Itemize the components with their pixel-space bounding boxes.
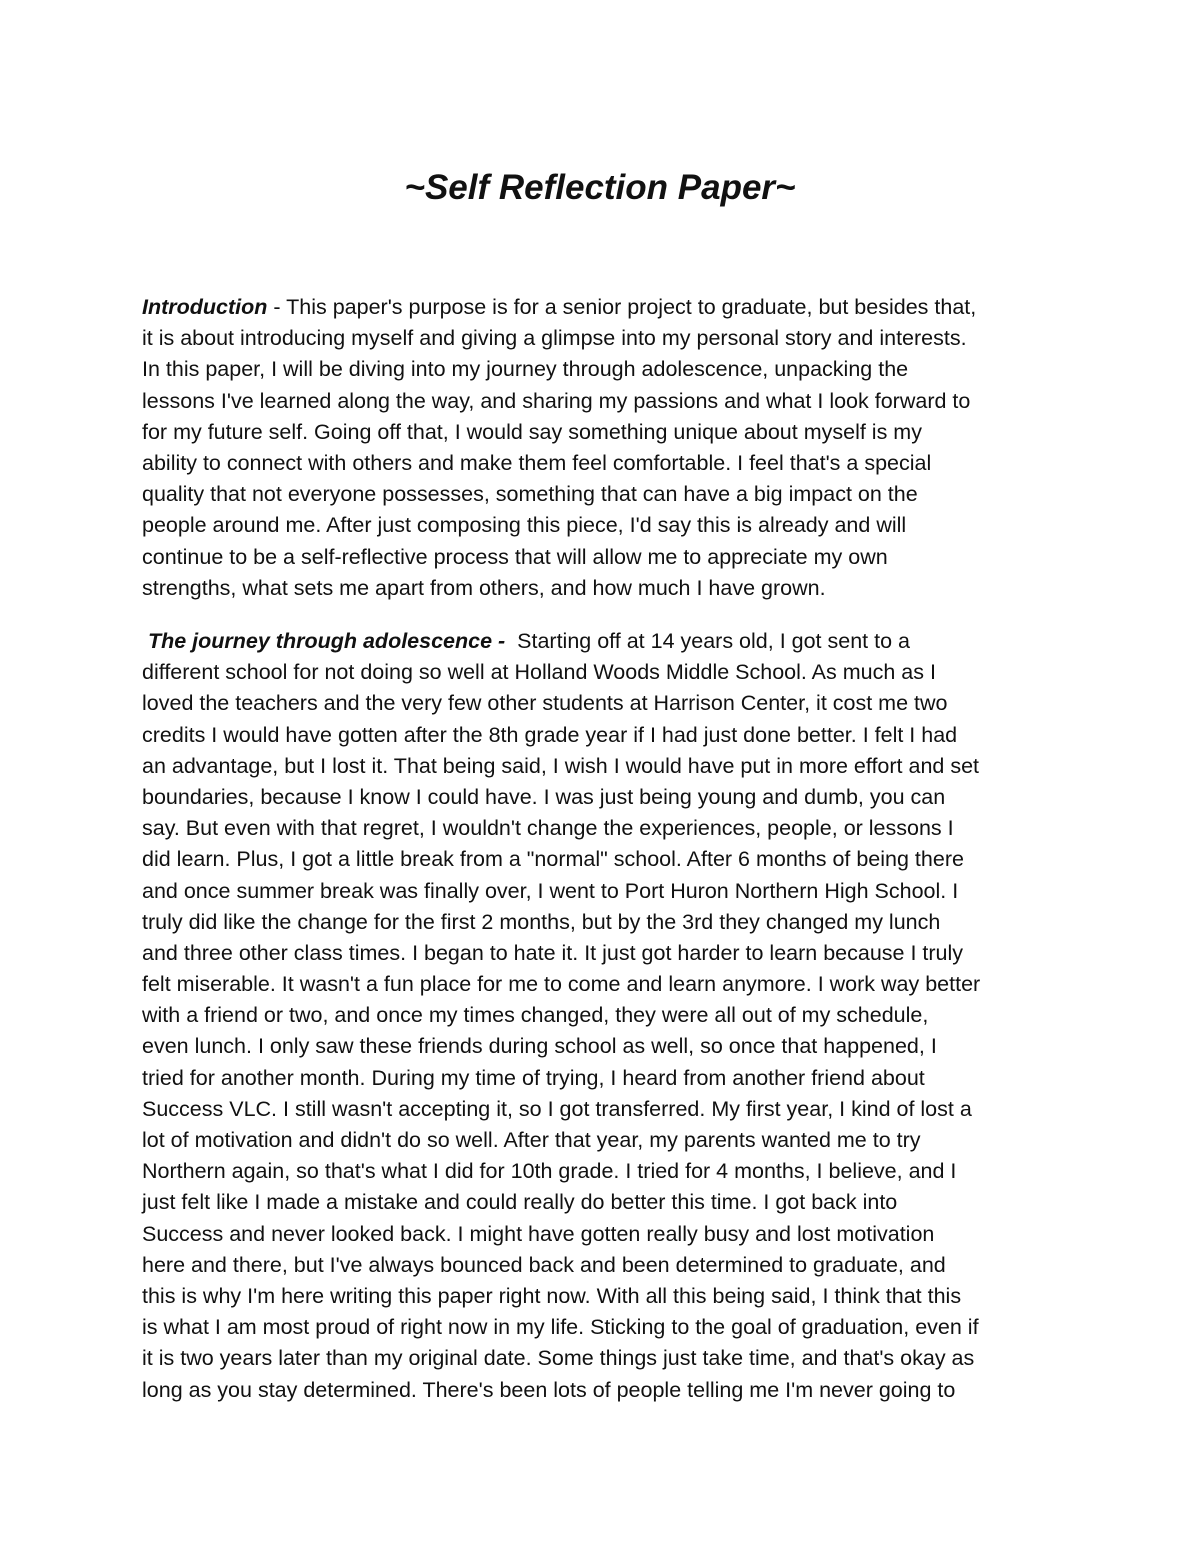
paragraph-line: quality that not everyone possesses, something that can have a big impact on the	[142, 482, 918, 507]
paragraph-line: and once summer break was finally over, I went to Port Huron Northern High School. I	[142, 878, 959, 903]
paragraph-line: here and there, but I've always bounced back and been determined to graduate, and	[142, 1252, 946, 1277]
section-heading-journey: The journey through adolescence	[147, 629, 493, 653]
paragraph-line: Northern again, so that's what I did for 10th grade. I tried for 4 months, I believe, and I	[142, 1159, 957, 1184]
paragraph-line: continue to be a self-reflective process that will allow me to appreciate my own	[142, 544, 888, 569]
paragraph-line: an advantage, but I lost it. That being said, I wish I would have put in more effort and set	[142, 753, 980, 778]
paragraph-line: say. But even with that regret, I wouldn't change the experiences, people, or lessons I	[142, 816, 954, 841]
paragraph-line: ability to connect with others and make them feel comfortable. I feel that's a special	[142, 450, 932, 475]
paragraph-line: strengths, what sets me apart from others, and how much I have grown.	[142, 575, 826, 600]
paragraph-line: did learn. Plus, I got a little break from a "normal" school. After 6 months of being there	[142, 847, 964, 872]
paragraph-line: Success VLC. I still wasn't accepting it, so I got transferred. My first year, I kind of lost a	[142, 1096, 972, 1121]
introduction-paragraph	[142, 292, 1062, 604]
paragraph-line: and three other class times. I began to hate it. It just got harder to learn because I truly	[142, 940, 964, 965]
paragraph-line: it is two years later than my original date. Some things just take time, and that's okay as	[142, 1346, 975, 1371]
paragraph-line: boundaries, because I know I could have. I was just being young and dumb, you can	[142, 784, 946, 809]
section-heading-introduction: Introduction	[142, 295, 268, 319]
paragraph-line: In this paper, I will be diving into my journey through adolescence, unpacking the	[142, 357, 909, 382]
paragraph-line	[142, 292, 1062, 323]
page-title: ~Self Reflection Paper~	[404, 168, 796, 207]
paragraph-line: different school for not doing so well at Holland Woods Middle School. As much as I	[142, 660, 936, 685]
paragraph-line: with a friend or two, and once my times changed, they were all out of my schedule,	[142, 1003, 929, 1028]
paragraph-line: people around me. After just composing this piece, I'd say this is already and will	[142, 513, 907, 538]
paragraph-line: lot of motivation and didn't do so well. After that year, my parents wanted me to try	[142, 1128, 921, 1152]
line-text: Starting off at 14 years old, I got sent to a	[517, 629, 910, 653]
paragraph-line: Success and never looked back. I might have gotten really busy and lost motivation	[142, 1221, 935, 1246]
paragraph-line: is what I am most proud of right now in my life. Sticking to the goal of graduation, even if	[142, 1315, 979, 1340]
paragraph-line: lessons I've learned along the way, and sharing my passions and what I look forward to	[142, 388, 971, 413]
heading-separator: -	[492, 629, 518, 653]
paragraph-line: even lunch. I only saw these friends during school as well, so once that happened, I	[142, 1034, 937, 1059]
journey-paragraph	[142, 626, 1062, 1406]
paragraph-line: felt miserable. It wasn't a fun place for me to come and learn anymore. I work way better	[142, 972, 981, 997]
paragraph-line: long as you stay determined. There's been lots of people telling me I'm never going to	[142, 1377, 956, 1402]
paragraph-line: for my future self. Going off that, I would say something unique about myself is my	[142, 419, 922, 444]
paragraph-line: just felt like I made a mistake and could really do better this time. I got back into	[142, 1190, 898, 1215]
line-text: This paper's purpose is for a senior project to graduate, but besides that,	[286, 295, 977, 319]
paragraph-line: loved the teachers and the very few other students at Harrison Center, it cost me two	[142, 691, 948, 716]
paragraph-line: truly did like the change for the first 2 months, but by the 3rd they changed my lunch	[142, 909, 941, 934]
paragraph-line: credits I would have gotten after the 8th grade year if I had just done better. I felt I had	[142, 722, 958, 747]
paragraph-line	[142, 626, 1062, 657]
paragraph-line: tried for another month. During my time of trying, I heard from another friend about	[142, 1065, 925, 1090]
paragraph-line: it is about introducing myself and giving a glimpse into my personal story and interests.	[142, 326, 967, 351]
heading-separator: -	[267, 295, 287, 319]
paragraph-line: this is why I'm here writing this paper right now. With all this being said, I think that this	[142, 1283, 962, 1308]
